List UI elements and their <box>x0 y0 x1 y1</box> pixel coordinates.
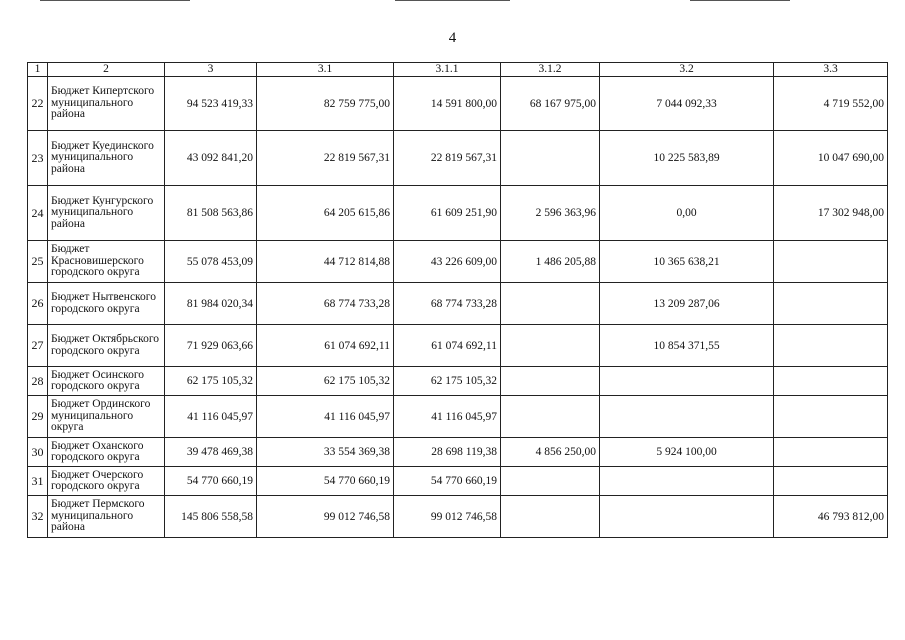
budget-table <box>27 62 888 538</box>
budget-name: Бюджет Куединского муниципального района <box>48 131 165 186</box>
row-number: 24 <box>28 186 48 241</box>
amount-cell-c312 <box>501 496 600 538</box>
budget-name: Бюджет Красновишерского городского округа <box>48 241 165 283</box>
row-number: 29 <box>28 396 48 438</box>
amount-cell-c31: 68 774 733,28 <box>257 283 394 325</box>
table-row <box>28 186 888 241</box>
amount-cell-c312 <box>501 467 600 496</box>
amount-cell-c31: 64 205 615,86 <box>257 186 394 241</box>
amount-cell-c312: 4 856 250,00 <box>501 438 600 467</box>
amount-cell-c33: 10 047 690,00 <box>774 131 888 186</box>
amount-cell-c31: 62 175 105,32 <box>257 367 394 396</box>
amount-cell-c33: 46 793 812,00 <box>774 496 888 538</box>
column-header: 3.3 <box>774 63 888 77</box>
amount-cell-c3: 55 078 453,09 <box>165 241 257 283</box>
budget-name: Бюджет Кипертского муниципального района <box>48 77 165 131</box>
table-row <box>28 496 888 538</box>
budget-name: Бюджет Кунгурского муниципального района <box>48 186 165 241</box>
table-row <box>28 131 888 186</box>
column-header: 3.1 <box>257 63 394 77</box>
amount-cell-c33 <box>774 283 888 325</box>
amount-cell-c311: 68 774 733,28 <box>394 283 501 325</box>
top-rule-middle <box>395 0 510 1</box>
row-number: 26 <box>28 283 48 325</box>
row-number: 22 <box>28 77 48 131</box>
row-number: 32 <box>28 496 48 538</box>
amount-cell-c312 <box>501 367 600 396</box>
amount-cell-c33 <box>774 396 888 438</box>
amount-cell-c33 <box>774 241 888 283</box>
column-header: 3.2 <box>600 63 774 77</box>
amount-cell-c32 <box>600 467 774 496</box>
budget-name: Бюджет Октябрьского городского округа <box>48 325 165 367</box>
amount-cell-c33: 4 719 552,00 <box>774 77 888 131</box>
column-header: 3.1.2 <box>501 63 600 77</box>
table-row <box>28 396 888 438</box>
table-row <box>28 367 888 396</box>
top-rule-right <box>690 0 790 1</box>
amount-cell-c3: 39 478 469,38 <box>165 438 257 467</box>
amount-cell-c33 <box>774 438 888 467</box>
row-number: 23 <box>28 131 48 186</box>
amount-cell-c31: 33 554 369,38 <box>257 438 394 467</box>
amount-cell-c31: 44 712 814,88 <box>257 241 394 283</box>
amount-cell-c33 <box>774 325 888 367</box>
amount-cell-c32 <box>600 396 774 438</box>
table-row <box>28 77 888 131</box>
amount-cell-c32: 5 924 100,00 <box>600 438 774 467</box>
page-number: 4 <box>448 30 457 46</box>
amount-cell-c32: 10 225 583,89 <box>600 131 774 186</box>
row-number: 30 <box>28 438 48 467</box>
row-number: 31 <box>28 467 48 496</box>
table-row <box>28 241 888 283</box>
budget-name: Бюджет Нытвенского городского округа <box>48 283 165 325</box>
budget-name: Бюджет Оханского городского округа <box>48 438 165 467</box>
amount-cell-c31: 61 074 692,11 <box>257 325 394 367</box>
amount-cell-c31: 82 759 775,00 <box>257 77 394 131</box>
column-header: 1 <box>28 63 48 77</box>
table-row <box>28 467 888 496</box>
amount-cell-c311: 99 012 746,58 <box>394 496 501 538</box>
amount-cell-c32 <box>600 367 774 396</box>
amount-cell-c32: 10 365 638,21 <box>600 241 774 283</box>
row-number: 27 <box>28 325 48 367</box>
amount-cell-c32: 10 854 371,55 <box>600 325 774 367</box>
amount-cell-c312 <box>501 283 600 325</box>
table-row <box>28 325 888 367</box>
amount-cell-c312: 68 167 975,00 <box>501 77 600 131</box>
amount-cell-c3: 94 523 419,33 <box>165 77 257 131</box>
row-number: 25 <box>28 241 48 283</box>
amount-cell-c312: 2 596 363,96 <box>501 186 600 241</box>
amount-cell-c312 <box>501 396 600 438</box>
amount-cell-c33 <box>774 467 888 496</box>
amount-cell-c311: 62 175 105,32 <box>394 367 501 396</box>
table-row <box>28 283 888 325</box>
amount-cell-c312 <box>501 131 600 186</box>
amount-cell-c3: 81 984 020,34 <box>165 283 257 325</box>
amount-cell-c311: 22 819 567,31 <box>394 131 501 186</box>
amount-cell-c32: 0,00 <box>600 186 774 241</box>
top-rule-left <box>40 0 190 1</box>
budget-name: Бюджет Осинского городского округа <box>48 367 165 396</box>
amount-cell-c32: 13 209 287,06 <box>600 283 774 325</box>
amount-cell-c33 <box>774 367 888 396</box>
amount-cell-c31: 41 116 045,97 <box>257 396 394 438</box>
amount-cell-c3: 43 092 841,20 <box>165 131 257 186</box>
row-number: 28 <box>28 367 48 396</box>
amount-cell-c32 <box>600 496 774 538</box>
amount-cell-c31: 99 012 746,58 <box>257 496 394 538</box>
amount-cell-c33: 17 302 948,00 <box>774 186 888 241</box>
column-header: 2 <box>48 63 165 77</box>
amount-cell-c311: 43 226 609,00 <box>394 241 501 283</box>
amount-cell-c32: 7 044 092,33 <box>600 77 774 131</box>
amount-cell-c311: 28 698 119,38 <box>394 438 501 467</box>
budget-name: Бюджет Очерского городского округа <box>48 467 165 496</box>
budget-name: Бюджет Пермского муниципального района <box>48 496 165 538</box>
budget-name: Бюджет Ординского муниципального округа <box>48 396 165 438</box>
column-header: 3 <box>165 63 257 77</box>
amount-cell-c311: 54 770 660,19 <box>394 467 501 496</box>
amount-cell-c311: 61 609 251,90 <box>394 186 501 241</box>
amount-cell-c31: 54 770 660,19 <box>257 467 394 496</box>
amount-cell-c31: 22 819 567,31 <box>257 131 394 186</box>
table-row <box>28 438 888 467</box>
amount-cell-c3: 81 508 563,86 <box>165 186 257 241</box>
amount-cell-c312: 1 486 205,88 <box>501 241 600 283</box>
amount-cell-c3: 145 806 558,58 <box>165 496 257 538</box>
column-header: 3.1.1 <box>394 63 501 77</box>
amount-cell-c3: 62 175 105,32 <box>165 367 257 396</box>
amount-cell-c3: 41 116 045,97 <box>165 396 257 438</box>
amount-cell-c312 <box>501 325 600 367</box>
table-body <box>28 77 888 538</box>
column-number-row <box>28 63 888 77</box>
amount-cell-c311: 14 591 800,00 <box>394 77 501 131</box>
amount-cell-c311: 41 116 045,97 <box>394 396 501 438</box>
amount-cell-c311: 61 074 692,11 <box>394 325 501 367</box>
amount-cell-c3: 54 770 660,19 <box>165 467 257 496</box>
amount-cell-c3: 71 929 063,66 <box>165 325 257 367</box>
